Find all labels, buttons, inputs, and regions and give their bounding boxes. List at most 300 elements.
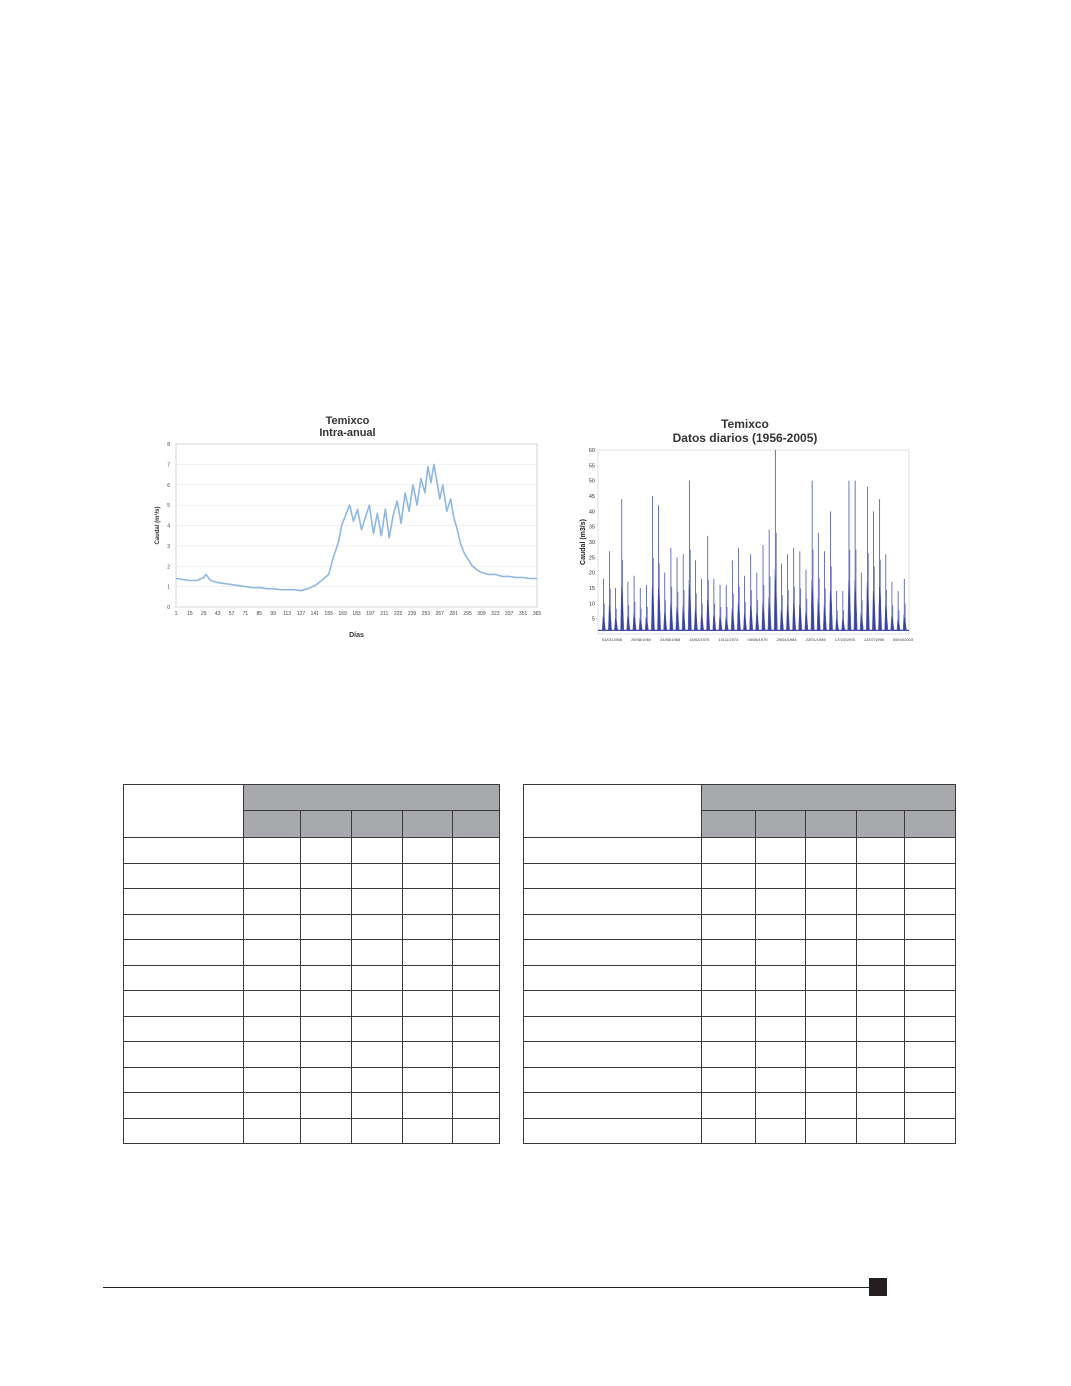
table-cell [244,914,301,940]
x-tick-label: 29 [200,611,207,617]
table-cell [301,1118,351,1144]
season-hump [829,591,832,630]
table-row [524,838,956,864]
table-cell [124,1118,244,1144]
table-row [124,991,500,1017]
table-row [524,1016,956,1042]
table-cell [701,965,756,991]
table-cell [756,965,806,991]
season-hump [811,580,814,630]
table-cell [244,1093,301,1119]
x-tick-label: 24/05/1965 [660,637,681,642]
table-cell [351,1042,402,1068]
table-cell [806,940,857,966]
y-tick-label: 5 [167,503,170,510]
x-tick-label: 22/01/1989 [805,637,826,642]
table-cell [402,889,452,915]
table-cell [701,991,756,1017]
table-cell [402,863,452,889]
table-cell [806,965,857,991]
chart-datos-diarios [565,412,925,644]
table-cell [806,914,857,940]
y-tick-label: 1 [167,584,170,591]
x-tick-label: 183 [352,611,361,617]
season-hump [903,615,906,631]
table-cell [701,838,756,864]
x-tick-label: 85 [256,611,263,617]
season-hump [602,615,605,631]
table-cell [905,1016,956,1042]
table-cell [301,1016,351,1042]
table-cell [402,965,452,991]
table-cell [452,1093,499,1119]
y-tick-label: 7 [167,462,170,469]
season-hump [793,604,796,630]
table-row [124,1042,500,1068]
table-cell [452,1042,499,1068]
table-cell [452,991,499,1017]
table-cell [806,889,857,915]
table-cell [905,914,956,940]
table-cell [806,863,857,889]
season-hump [682,606,685,630]
table-cell [756,838,806,864]
table-cell [524,1042,702,1068]
x-tick-label: 1 [174,611,178,617]
table-cell [402,1016,452,1042]
table-cell [524,965,702,991]
x-tick-label: 141 [310,611,320,617]
table-cell [756,1093,806,1119]
table-cell [244,838,301,864]
season-hump [700,615,703,631]
table-cell [524,889,702,915]
table-row [524,1093,956,1119]
x-tick-label: 15 [187,611,193,617]
table-cell [244,1118,301,1144]
table-cell [351,940,402,966]
table-cell [402,1067,452,1093]
table-row [524,1067,956,1093]
footer-page-marker [869,1278,887,1296]
table-cell [244,1042,301,1068]
x-tick-label: 99 [270,611,276,617]
table-cell [905,889,956,915]
table-cell [701,1093,756,1119]
season-hump [836,619,839,630]
chart-subtitle: Intra-anual [319,427,376,439]
table-cell [857,863,905,889]
season-hump [737,604,740,630]
table-cell [124,1093,244,1119]
table-cell [452,940,499,966]
table-row [524,940,956,966]
table-header-band [701,785,955,811]
table-row [524,965,956,991]
table-cell [452,1118,499,1144]
x-tick-label: 169 [338,611,347,617]
season-hump [731,608,734,630]
table-subheader-cell [452,811,499,838]
season-hump [688,580,691,630]
table-cell [905,965,956,991]
y-tick-label: 6 [167,482,170,489]
table-cell [124,914,244,940]
table-cell [756,991,806,1017]
table-cell [351,1118,402,1144]
table-cell [756,940,806,966]
table-cell [857,1042,905,1068]
season-hump [885,606,888,630]
table-cell [452,1067,499,1093]
x-tick-label: 295 [463,611,472,617]
table-cell [244,940,301,966]
y-tick-label: 20 [588,570,595,577]
season-hump [854,580,857,630]
y-tick-label: 45 [588,494,595,500]
table-cell [402,838,452,864]
y-tick-label: 10 [588,601,595,608]
season-hump [621,587,624,631]
table-cell [905,991,956,1017]
table-cell [301,838,351,864]
x-tick-label: 10/11/1974 [718,637,739,642]
season-hump [897,619,900,630]
table-cell [244,965,301,991]
table-cell [857,838,905,864]
table-cell [857,991,905,1017]
season-hump [676,607,679,630]
y-axis-label: Caudal (m³/s) [155,506,161,545]
table-cell [905,863,956,889]
x-tick-label: 71 [242,611,249,617]
table-cell [524,914,702,940]
table-cell [301,991,351,1017]
table-cell [301,940,351,966]
table-cell [124,1067,244,1093]
table-header-corner [124,785,244,838]
table-cell [124,863,244,889]
table-cell [857,1118,905,1144]
table-cell [701,1118,756,1144]
table-cell [301,965,351,991]
table-cell [857,940,905,966]
table-cell [351,1067,402,1093]
season-hump [743,614,746,631]
season-hump [651,586,654,631]
x-tick-label: 57 [228,611,235,617]
table-cell [905,940,956,966]
table-subheader-cell [402,811,452,838]
table-cell [857,1067,905,1093]
table-cell [301,889,351,915]
season-hump [750,606,753,630]
season-hump [645,617,648,631]
x-tick-label: 351 [518,611,528,617]
x-tick-label: 309 [477,611,486,617]
table-cell [351,965,402,991]
table-cell [452,914,499,940]
table-cell [524,1016,702,1042]
x-tick-label: 365 [532,611,542,617]
x-axis-label: Días [349,632,364,639]
table-cell [857,889,905,915]
table-cell [701,914,756,940]
table-row [124,1067,500,1093]
y-tick-label: 35 [588,524,595,531]
table-cell [301,1067,351,1093]
table-subheader-cell [244,811,301,838]
table-row [524,991,956,1017]
table-subheader-cell [857,811,905,838]
table-cell [301,863,351,889]
table-cell [301,1042,351,1068]
season-hump [614,618,617,630]
table-cell [402,940,452,966]
season-hump [860,613,863,631]
table-cell [806,1093,857,1119]
season-hump [872,591,875,630]
x-tick-label: 323 [491,611,500,617]
x-tick-label: 43 [214,611,221,617]
x-tick-label: 281 [449,611,458,617]
table-header-corner [524,785,702,838]
table-cell [756,1016,806,1042]
table-cell [351,991,402,1017]
x-tick-label: 239 [407,611,417,617]
table-cell [351,838,402,864]
season-hump [768,598,771,631]
y-tick-label: 0 [167,605,170,611]
table-cell [244,889,301,915]
table-cell [402,1118,452,1144]
x-tick-label: 267 [435,611,444,617]
table-cell [857,965,905,991]
table-cell [402,1042,452,1068]
x-tick-label: 15/02/1970 [689,637,710,642]
table-cell [756,914,806,940]
table-row [524,889,956,915]
x-tick-label: 29/08/1960 [631,637,652,642]
y-tick-label: 3 [167,543,170,550]
season-hump [657,589,660,630]
table-subheader-cell [701,811,756,838]
x-tick-label: 211 [380,611,389,617]
table-row [124,1093,500,1119]
table-cell [301,1093,351,1119]
table-cell [857,914,905,940]
table-cell [452,965,499,991]
table-row [124,838,500,864]
table-cell [905,838,956,864]
table-cell [351,914,402,940]
table-cell [806,991,857,1017]
table-cell [524,1093,702,1119]
table-cell [452,863,499,889]
y-tick-label: 2 [167,564,170,571]
x-tick-label: 17/10/1993 [834,637,855,642]
y-tick-label: 40 [588,509,595,516]
table-cell [351,1093,402,1119]
table-cell [905,1118,956,1144]
season-hump [842,619,845,630]
y-tick-label: 25 [588,555,595,562]
table-row [524,1042,956,1068]
season-hump [627,616,630,631]
season-hump [786,606,789,630]
table-cell [351,889,402,915]
season-hump [823,605,826,630]
x-tick-label: 05/08/1979 [747,637,768,642]
table-cell [124,1016,244,1042]
season-hump [639,618,642,630]
table-cell [452,1016,499,1042]
season-hump [805,612,808,631]
table-cell [806,838,857,864]
table-cell [806,1067,857,1093]
season-hump [719,617,722,631]
data-table-left [123,784,500,1144]
chart-subtitle: Datos diarios (1956-2005) [672,431,818,445]
x-tick-label: 155 [324,611,333,617]
table-cell [402,1093,452,1119]
table-cell [701,1067,756,1093]
y-tick-label: 30 [588,540,595,546]
table-cell [756,1118,806,1144]
x-tick-label: 337 [505,611,514,617]
table-cell [124,838,244,864]
table-cell [756,1042,806,1068]
season-hump [891,616,894,631]
chart-plot [150,412,545,644]
chart-title: Temixco [721,417,769,431]
x-tick-label: 01/01/1956 [601,637,623,642]
series-line [176,464,537,590]
y-tick-label: 60 [588,448,595,454]
table-cell [857,1093,905,1119]
table-cell [124,940,244,966]
table-cell [524,991,702,1017]
table-cell [701,1042,756,1068]
y-tick-label: 4 [167,523,170,530]
table-cell [524,863,702,889]
season-hump [633,614,636,631]
y-tick-label: 50 [588,478,595,485]
table-cell [756,863,806,889]
table-cell [905,1093,956,1119]
table-cell [806,1042,857,1068]
table-cell [524,1118,702,1144]
table-cell [124,965,244,991]
table-cell [244,863,301,889]
table-row [524,863,956,889]
table-cell [756,1067,806,1093]
table-cell [244,991,301,1017]
table-cell [701,889,756,915]
table-cell [905,1042,956,1068]
x-tick-label: 29/04/1984 [776,637,797,642]
table-subheader-cell [351,811,402,838]
table-cell [905,1067,956,1093]
table-row [124,965,500,991]
table-cell [806,1118,857,1144]
table-subheader-cell [905,811,956,838]
season-hump [725,617,728,631]
table-cell [351,1016,402,1042]
table-cell [701,863,756,889]
season-hump [664,613,667,631]
table-cell [701,940,756,966]
season-hump [848,580,851,630]
table-cell [402,991,452,1017]
chart-intra-anual [150,412,545,644]
table-row [524,1118,956,1144]
table-header-band [244,785,500,811]
table-row [124,940,500,966]
season-hump [762,603,765,630]
table-cell [524,1067,702,1093]
table-subheader-cell [806,811,857,838]
table-row [124,1118,500,1144]
season-hump [707,600,710,631]
table-cell [124,889,244,915]
table-cell [857,1016,905,1042]
table-cell [244,1067,301,1093]
y-tick-label: 55 [588,463,595,470]
table-row [124,1016,500,1042]
y-tick-label: 5 [591,616,595,623]
table-subheader-cell [301,811,351,838]
data-table-right [523,784,956,1144]
x-tick-label: 127 [296,611,306,617]
table-cell [402,914,452,940]
table-cell [452,838,499,864]
table-cell [452,889,499,915]
season-hump [713,615,716,631]
x-tick-label: 113 [283,611,292,617]
season-hump [608,605,611,630]
chart-title: Temixco [325,415,370,427]
season-hump [670,604,673,630]
table-cell [701,1016,756,1042]
season-hump [878,587,881,631]
season-hump [694,608,697,630]
table-cell [806,1016,857,1042]
x-tick-label: 253 [421,611,431,617]
table-cell [301,914,351,940]
footer-rule [103,1287,869,1288]
table-subheader-cell [756,811,806,838]
season-hump [817,599,820,631]
season-hump [866,583,869,631]
season-hump [780,609,783,630]
y-tick-label: 15 [588,586,595,592]
table-cell [124,991,244,1017]
table-cell [124,1042,244,1068]
chart-plot [565,412,925,644]
x-tick-label: 225 [393,611,403,617]
x-tick-label: 05/04/2003 [892,637,914,642]
x-tick-label: 12/07/1998 [863,637,884,642]
table-cell [524,838,702,864]
season-hump [799,605,802,630]
x-tick-label: 197 [366,611,375,617]
table-row [124,914,500,940]
table-cell [524,940,702,966]
y-tick-label: 8 [167,442,170,448]
table-cell [351,863,402,889]
table-row [524,914,956,940]
